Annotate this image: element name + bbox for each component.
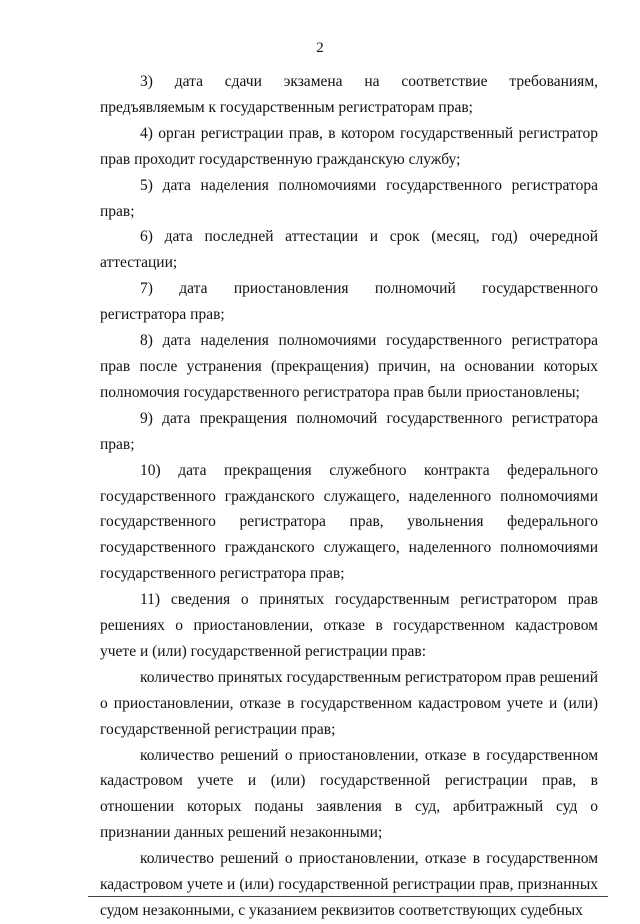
paragraph-count-decisions: количество принятых государственным регистратором прав решений о приостановлении, отказе в государственном кадастровом учете и (или) государственной регистрации прав;: [100, 668, 598, 738]
paragraph-item-7: 7) дата приостановления полномочий государственного регистратора прав;: [100, 280, 598, 324]
paragraph-count-appealed: количество решений о приостановлении, отказе в государственном кадастровом учете и (или) государственной регистрации прав, в отношении которых поданы заявления в суд, арбитражный суд о признании данных решений незаконными;: [100, 746, 598, 842]
paragraph-count-unlawful: количество решений о приостановлении, отказе в государственном кадастровом учете и (или) государственной регистрации прав, признанных судом незаконными, с указанием реквизитов соответствующих судебных: [100, 850, 598, 919]
paragraph-item-3: 3) дата сдачи экзамена на соответствие требованиям, предъявляемым к государственным регистраторам прав;: [100, 73, 598, 116]
paragraph-item-11: 11) сведения о принятых государственным регистратором прав решениях о приостановлении, отказе в государственном кадастровом учете и (или) государственной регистрации прав:: [100, 591, 598, 660]
paragraph-item-8: 8) дата наделения полномочиями государственного регистратора прав после устранения (прекращения) причин, на основании которых полномочия государственного регистратора прав были приостановлены;: [100, 332, 598, 401]
paragraph-item-5: 5) дата наделения полномочиями государственного регистратора прав;: [100, 176, 598, 220]
document-body: [100, 69, 598, 924]
paragraph-item-4: 4) орган регистрации прав, в котором государственный регистратор прав проходит государственную гражданскую службу;: [100, 124, 598, 168]
page-bottom-rule: [88, 896, 608, 897]
paragraph-item-9: 9) дата прекращения полномочий государственного регистратора прав;: [100, 409, 598, 453]
paragraph-item-10: 10) дата прекращения служебного контракта федерального государственного гражданского служащего, наделенного полномочиями государственного регистратора прав, увольнения федерального государственного гражданского служащего, наделенного полномочиями государственного регистратора прав;: [100, 461, 598, 583]
paragraph-item-6: 6) дата последней аттестации и срок (месяц, год) очередной аттестации;: [100, 228, 598, 272]
page-number: 2: [316, 40, 324, 56]
